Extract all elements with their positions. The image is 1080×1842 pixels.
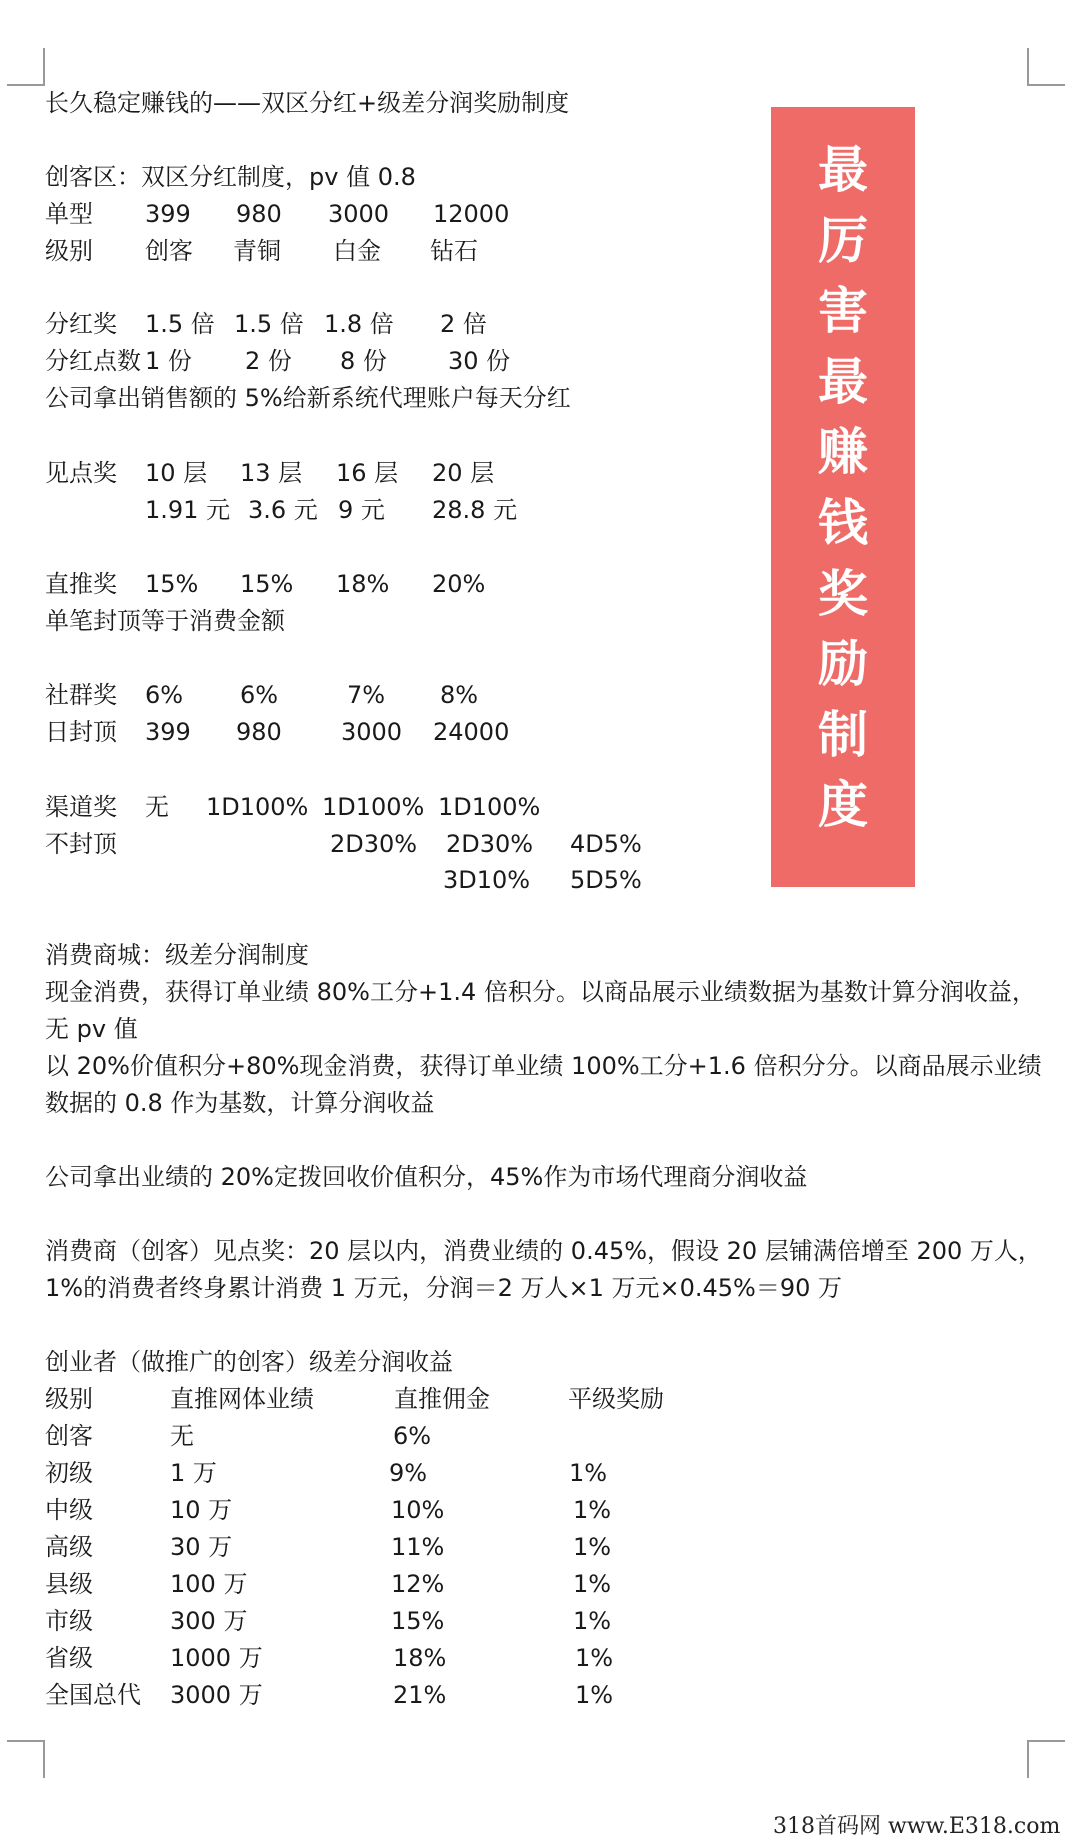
- crop-mark-bottom-left: [7, 1740, 45, 1778]
- dividend-note: 公司拿出销售额的 5%给新系统代理账户每天分红: [45, 384, 571, 412]
- dividend-shares-value: 2 份: [245, 347, 292, 375]
- direct-bonus-value: 15%: [145, 570, 199, 598]
- dividend-shares-value: 8 份: [340, 347, 387, 375]
- channel-bonus-value: 1D100%: [206, 793, 309, 821]
- table-header: 直推佣金: [394, 1385, 490, 1413]
- order-type-value: 980: [236, 200, 282, 228]
- point-bonus-amount: 28.8 元: [432, 496, 518, 524]
- channel-bonus-value: 2D30%: [446, 830, 534, 858]
- table-cell: 100 万: [170, 1570, 248, 1598]
- red-banner: [771, 107, 915, 887]
- mall-paragraph: 公司拿出业绩的 20%定拨回收价值积分，45%作为市场代理商分润收益: [45, 1163, 808, 1191]
- daily-cap-label: 日封顶: [45, 718, 117, 746]
- direct-bonus-value: 15%: [240, 570, 294, 598]
- banner-char: 钱: [818, 493, 868, 552]
- mall-paragraph: 数据的 0.8 作为基数，计算分润收益: [45, 1089, 435, 1117]
- table-cell: 3000 万: [170, 1681, 263, 1709]
- channel-bonus-value: 1D100%: [322, 793, 425, 821]
- banner-char: 厉: [818, 211, 868, 270]
- community-bonus-value: 7%: [347, 681, 386, 709]
- table-cell: 全国总代: [45, 1681, 141, 1709]
- channel-bonus-value: 无: [145, 793, 169, 821]
- banner-char: 最: [818, 141, 868, 199]
- mall-paragraph: 以 20%价值积分+80%现金消费，获得订单业绩 100%工分+1.6 倍积分分。以商品展示业绩: [45, 1052, 1042, 1080]
- direct-bonus-value: 18%: [336, 570, 390, 598]
- order-type-value: 3000: [328, 200, 390, 228]
- table-header: 级别: [45, 1385, 93, 1413]
- channel-bonus-value: 1D100%: [438, 793, 541, 821]
- table-cell: 1%: [573, 1607, 612, 1635]
- table-cell: 300 万: [170, 1607, 248, 1635]
- channel-bonus-label: 渠道奖: [45, 793, 117, 821]
- table-cell: 高级: [45, 1533, 93, 1561]
- direct-bonus-label: 直推奖: [45, 570, 117, 598]
- dividend-shares-label: 分红点数: [45, 347, 141, 375]
- table-cell: 1 万: [170, 1459, 217, 1487]
- point-bonus-layer: 13 层: [240, 459, 303, 487]
- banner-text: [771, 135, 915, 841]
- mall-paragraph: 现金消费，获得订单业绩 80%工分+1.4 倍积分。以商品展示业绩数据为基数计算分润收益，: [45, 978, 1036, 1006]
- banner-char: 度: [818, 776, 868, 835]
- no-cap-label: 不封顶: [45, 830, 117, 858]
- table-cell: 中级: [45, 1496, 93, 1524]
- channel-bonus-value: 5D5%: [570, 866, 642, 894]
- table-cell: 创客: [45, 1422, 93, 1450]
- table-cell: 1000 万: [170, 1644, 263, 1672]
- level-value: 白金: [333, 237, 381, 265]
- point-bonus-amount: 3.6 元: [248, 496, 318, 524]
- daily-cap-value: 3000: [341, 718, 403, 746]
- mall-paragraph: 无 pv 值: [45, 1015, 138, 1043]
- table-cell: 1%: [573, 1570, 612, 1598]
- table-cell: 10 万: [170, 1496, 233, 1524]
- watermark: 318首码网 www.E318.com: [773, 1814, 1061, 1839]
- banner-char: 害: [818, 282, 868, 341]
- entrepreneur-heading: 创业者（做推广的创客）级差分润收益: [45, 1348, 453, 1376]
- crop-mark-bottom-right: [1027, 1740, 1065, 1778]
- banner-char: 奖: [818, 564, 868, 623]
- table-header: 直推网体业绩: [170, 1385, 314, 1413]
- mall-paragraph: 1%的消费者终身累计消费 1 万元，分润＝2 万人×1 万元×0.45%＝90 万: [45, 1274, 843, 1302]
- community-bonus-label: 社群奖: [45, 681, 117, 709]
- table-cell: 初级: [45, 1459, 93, 1487]
- table-cell: 18%: [393, 1644, 447, 1672]
- table-cell: 10%: [391, 1496, 445, 1524]
- table-cell: 30 万: [170, 1533, 233, 1561]
- table-cell: 市级: [45, 1607, 93, 1635]
- order-type-label: 单型: [45, 200, 93, 228]
- table-cell: 1%: [575, 1644, 614, 1672]
- table-cell: 无: [170, 1422, 194, 1450]
- dividend-bonus-value: 2 倍: [440, 310, 487, 338]
- direct-note: 单笔封顶等于消费金额: [45, 607, 285, 635]
- point-bonus-layer: 10 层: [145, 459, 208, 487]
- level-label: 级别: [45, 237, 93, 265]
- daily-cap-value: 24000: [433, 718, 510, 746]
- mall-heading: 消费商城：级差分润制度: [45, 941, 309, 969]
- order-type-value: 12000: [433, 200, 510, 228]
- community-bonus-value: 8%: [440, 681, 479, 709]
- dividend-shares-value: 30 份: [448, 347, 511, 375]
- point-bonus-label: 见点奖: [45, 459, 117, 487]
- table-cell: 21%: [393, 1681, 447, 1709]
- crop-mark-top-right: [1027, 48, 1065, 86]
- level-value: 钻石: [430, 237, 478, 265]
- table-cell: 11%: [391, 1533, 445, 1561]
- point-bonus-layer: 16 层: [336, 459, 399, 487]
- table-cell: 省级: [45, 1644, 93, 1672]
- dividend-bonus-label: 分红奖: [45, 310, 117, 338]
- point-bonus-amount: 1.91 元: [145, 496, 231, 524]
- banner-char: 制: [818, 705, 868, 764]
- banner-char: 最: [818, 352, 868, 411]
- channel-bonus-value: 4D5%: [570, 830, 642, 858]
- dividend-shares-value: 1 份: [145, 347, 192, 375]
- dividend-bonus-value: 1.8 倍: [324, 310, 394, 338]
- table-cell: 9%: [389, 1459, 428, 1487]
- direct-bonus-value: 20%: [432, 570, 486, 598]
- point-bonus-layer: 20 层: [432, 459, 495, 487]
- order-type-value: 399: [145, 200, 191, 228]
- channel-bonus-value: 3D10%: [443, 866, 531, 894]
- table-cell: 1%: [573, 1533, 612, 1561]
- table-cell: 6%: [393, 1422, 432, 1450]
- community-bonus-value: 6%: [240, 681, 279, 709]
- dividend-bonus-value: 1.5 倍: [145, 310, 215, 338]
- channel-bonus-value: 2D30%: [330, 830, 418, 858]
- table-header: 平级奖励: [568, 1385, 664, 1413]
- table-cell: 12%: [391, 1570, 445, 1598]
- level-value: 青铜: [233, 237, 281, 265]
- point-bonus-amount: 9 元: [338, 496, 385, 524]
- daily-cap-value: 980: [236, 718, 282, 746]
- banner-char: 励: [818, 635, 868, 694]
- maker-zone-heading: 创客区：双区分红制度，pv 值 0.8: [45, 163, 416, 191]
- document-title: 长久稳定赚钱的——双区分红+级差分润奖励制度: [45, 89, 570, 117]
- banner-char: 赚: [818, 423, 868, 482]
- crop-mark-top-left: [7, 48, 45, 86]
- community-bonus-value: 6%: [145, 681, 184, 709]
- mall-paragraph: 消费商（创客）见点奖：20 层以内，消费业绩的 0.45%，假设 20 层铺满倍增至 200 万人，: [45, 1237, 1042, 1265]
- table-cell: 1%: [573, 1496, 612, 1524]
- table-cell: 15%: [391, 1607, 445, 1635]
- dividend-bonus-value: 1.5 倍: [234, 310, 304, 338]
- table-cell: 县级: [45, 1570, 93, 1598]
- daily-cap-value: 399: [145, 718, 191, 746]
- level-value: 创客: [145, 237, 193, 265]
- table-cell: 1%: [575, 1681, 614, 1709]
- table-cell: 1%: [569, 1459, 608, 1487]
